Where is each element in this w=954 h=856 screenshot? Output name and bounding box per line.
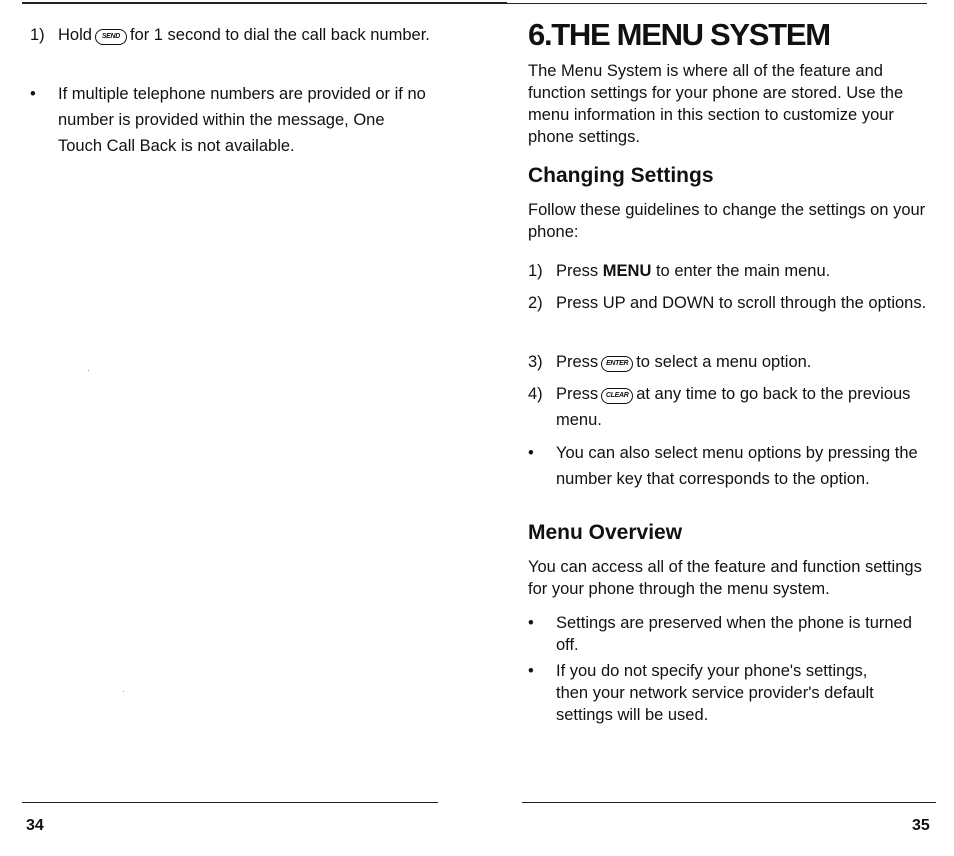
step-marker: 3) — [528, 353, 543, 371]
send-key-icon: SEND — [95, 29, 127, 45]
step-item — [528, 258, 933, 284]
list-item-text: Settings are preserved when the phone is turned off. — [556, 614, 912, 654]
step-item — [528, 290, 933, 342]
bullet-marker: • — [30, 85, 36, 103]
scan-speck — [88, 370, 89, 371]
menu-overview-intro: You can access all of the feature and function settings for your phone through the menu system. — [528, 558, 922, 598]
step-text: You can also select menu options by pressing the number key that corresponds to the option. — [556, 444, 918, 488]
list-item-text — [58, 22, 430, 48]
bullet-marker: • — [528, 662, 534, 680]
list-item — [30, 81, 430, 159]
step-text — [556, 381, 933, 433]
bullet-marker: • — [528, 444, 534, 462]
step-text — [556, 349, 933, 375]
list-item — [30, 22, 430, 74]
text-segment: Press — [556, 385, 599, 403]
menu-key-label: MENU — [602, 262, 652, 280]
list-item-text: If you do not specify your phone's settings, then your network service provider's default settings will be used. — [556, 662, 874, 724]
chapter-title: 6.THE MENU SYSTEM — [528, 17, 830, 52]
bullet-marker: • — [528, 614, 534, 632]
text-segment: to enter the main menu. — [655, 262, 831, 280]
text-segment: at any time to go back to the previous menu. — [556, 385, 911, 429]
list-item-text: If multiple telephone numbers are provided or if no number is provided within the message, One Touch Call Back is not available. — [58, 85, 426, 155]
changing-settings-intro: Follow these guidelines to change the settings on your phone: — [528, 201, 926, 241]
bottom-rule-right — [522, 802, 936, 803]
page-number-right: 35 — [912, 817, 930, 834]
step-marker: 2) — [528, 294, 543, 312]
clear-key-icon: CLEAR — [601, 388, 633, 404]
bottom-rule-left — [22, 802, 438, 803]
step-item — [528, 349, 933, 375]
list-marker: 1) — [30, 26, 45, 44]
menu-overview-heading: Menu Overview — [528, 521, 683, 544]
step-text — [556, 258, 933, 284]
text-segment: Press — [556, 262, 599, 280]
step-marker: 4) — [528, 385, 543, 403]
text-segment: Press — [556, 353, 599, 371]
list-item — [528, 612, 933, 658]
chapter-intro: The Menu System is where all of the feature and function settings for your phone are stored. Use the menu information in this section to customize your phone settings. — [528, 62, 904, 146]
text-segment: Hold — [58, 26, 92, 44]
text-segment: to select a menu option. — [636, 353, 812, 371]
scan-speck — [123, 691, 124, 692]
text-segment: for 1 second to dial the call back number. — [129, 26, 430, 44]
list-item — [528, 660, 933, 728]
step-text: Press UP and DOWN to scroll through the options. — [556, 294, 927, 312]
step-marker: 1) — [528, 262, 543, 280]
step-item — [528, 381, 933, 433]
enter-key-icon: ENTER — [601, 356, 633, 372]
changing-settings-heading: Changing Settings — [528, 164, 714, 187]
top-rule-right — [507, 3, 927, 4]
page-number-left: 34 — [26, 817, 44, 834]
top-rule-left — [22, 2, 507, 4]
step-item — [528, 440, 933, 492]
